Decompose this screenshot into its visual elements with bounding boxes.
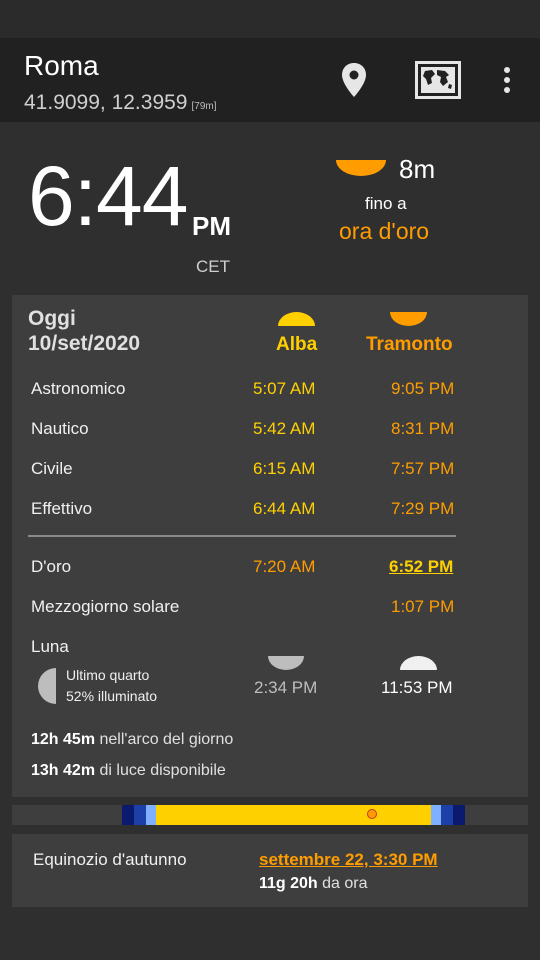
moon-phase-icon bbox=[36, 668, 56, 704]
location-name[interactable]: Roma bbox=[24, 50, 99, 81]
twilight-row-label: Effettivo bbox=[31, 499, 93, 518]
twilight-set-time: 7:57 PM bbox=[391, 459, 455, 478]
twilight-rise-time: 6:15 AM bbox=[253, 459, 316, 478]
sunset-icon bbox=[390, 312, 427, 326]
elevation-text: [79m] bbox=[191, 101, 217, 112]
twilight-row-label: Nautico bbox=[31, 419, 89, 438]
next-event-until: fino a bbox=[365, 194, 407, 213]
timezone-label: CET bbox=[196, 257, 230, 276]
golden-hour-morning: 7:20 AM bbox=[253, 557, 316, 576]
countdown-text: da ora bbox=[322, 875, 368, 892]
world-map-icon[interactable] bbox=[415, 61, 461, 99]
current-time-ampm: PM bbox=[192, 211, 231, 241]
location-coordinates[interactable] bbox=[24, 91, 217, 115]
day-length-text: nell'arco del giorno bbox=[99, 731, 234, 748]
today-date[interactable]: 10/set/2020 bbox=[28, 332, 141, 355]
status-bar bbox=[0, 0, 540, 38]
twilight-rise-time: 6:44 AM bbox=[253, 499, 316, 518]
half-sun-icon bbox=[336, 160, 386, 176]
moonrise-icon bbox=[268, 656, 304, 670]
twilight-set-time: 7:29 PM bbox=[391, 499, 455, 518]
timeline-nautical-segment bbox=[441, 805, 453, 825]
twilight-row-label: Civile bbox=[31, 459, 73, 478]
today-label: Oggi bbox=[28, 307, 76, 330]
overflow-menu-icon[interactable] bbox=[496, 66, 518, 94]
coordinates-text: 41.9099, 12.3959 bbox=[24, 91, 188, 114]
countdown-value: 11g 20h bbox=[259, 875, 318, 892]
upcoming-event-card bbox=[12, 834, 528, 907]
timeline-day-segment bbox=[156, 805, 431, 825]
twilight-set-time: 8:31 PM bbox=[391, 419, 455, 438]
timeline-night-segment bbox=[453, 805, 465, 825]
moonset-time: 11:53 PM bbox=[381, 678, 453, 697]
timeline-current-sun-marker bbox=[367, 809, 377, 819]
upcoming-event-name: Equinozio d'autunno bbox=[33, 850, 187, 869]
sunrise-column-header: Alba bbox=[276, 334, 318, 355]
current-time: 6:44 bbox=[28, 149, 188, 243]
twilight-rise-time: 5:07 AM bbox=[253, 379, 316, 398]
moon-illumination: 52% illuminato bbox=[66, 688, 158, 704]
light-length-text: di luce disponibile bbox=[99, 762, 226, 779]
timeline-civil-segment bbox=[146, 805, 156, 825]
moon-label: Luna bbox=[31, 637, 69, 656]
moonset-icon bbox=[400, 656, 437, 670]
golden-hour-evening[interactable]: 6:52 PM bbox=[389, 557, 454, 576]
day-length-value: 12h 45m bbox=[31, 731, 96, 748]
twilight-rise-time: 5:42 AM bbox=[253, 419, 316, 438]
timeline-civil-segment bbox=[431, 805, 441, 825]
timeline-nautical-segment bbox=[134, 805, 146, 825]
sunset-column-header: Tramonto bbox=[366, 334, 453, 355]
upcoming-event-countdown bbox=[259, 875, 368, 893]
twilight-set-time: 9:05 PM bbox=[391, 379, 455, 398]
solar-noon-label: Mezzogiorno solare bbox=[31, 597, 180, 616]
timeline-night-segment bbox=[122, 805, 134, 825]
solar-noon-time: 1:07 PM bbox=[391, 597, 455, 616]
map-pin-icon[interactable] bbox=[340, 62, 368, 98]
divider bbox=[28, 535, 456, 537]
next-event-name[interactable]: ora d'oro bbox=[339, 218, 430, 244]
upcoming-event-date[interactable]: settembre 22, 3:30 PM bbox=[259, 850, 438, 869]
day-length bbox=[31, 731, 233, 749]
moon-phase-name: Ultimo quarto bbox=[66, 667, 150, 683]
next-event-countdown: 8m bbox=[399, 154, 436, 184]
golden-hour-label: D'oro bbox=[31, 557, 72, 576]
sunrise-icon bbox=[278, 312, 315, 326]
sun-times-card bbox=[12, 295, 528, 797]
light-length-value: 13h 42m bbox=[31, 762, 96, 779]
moonrise-time: 2:34 PM bbox=[254, 678, 318, 697]
twilight-row-label: Astronomico bbox=[31, 379, 126, 398]
light-length bbox=[31, 762, 226, 780]
